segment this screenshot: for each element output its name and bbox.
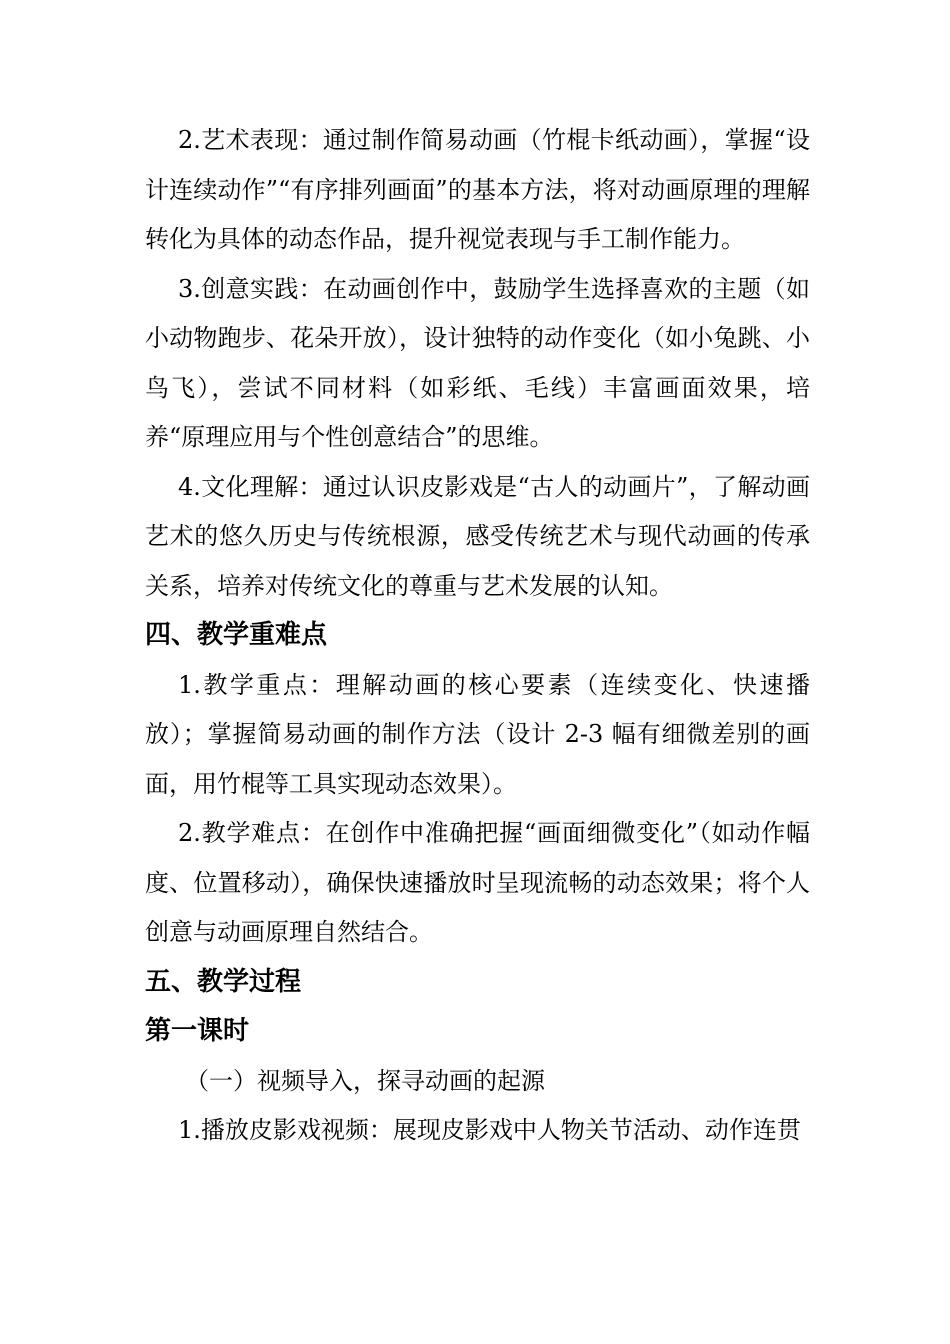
subheading-first-lesson: 第一课时 <box>145 1016 250 1046</box>
paragraph-artistic-expression: 2.艺术表现：通过制作简易动画（竹棍卡纸动画），掌握“设计连续动作”“有序排列画面”的基本方法，将对动画原理的理解转化为具体的动态作品，提升视觉表现与手工制作能力。 <box>145 126 810 253</box>
section-heading-teaching-process: 五、教学过程 <box>145 966 302 997</box>
section-heading-key-points: 四、教学重难点 <box>145 620 328 650</box>
paragraph-shadow-play-video: 1.播放皮影戏视频：展现皮影戏中人物关节活动、动作连贯 <box>178 1116 801 1144</box>
paragraph-video-intro: （一）视频导入，探寻动画的起源 <box>185 1066 545 1095</box>
paragraph-creative-practice: 3.创意实践：在动画创作中，鼓励学生选择喜欢的主题（如小动物跑步、花朵开放），设计独特的动作变化（如小兔跳、小鸟飞），尝试不同材料（如彩纸、毛线）丰富画面效果，培养“原理应用与个性创意结合”的思维。 <box>145 274 810 451</box>
paragraph-cultural-understanding: 4.文化理解：通过认识皮影戏是“古人的动画片”，了解动画艺术的悠久历史与传统根源，感受传统艺术与现代动画的传承关系，培养对传统文化的尊重与艺术发展的认知。 <box>145 472 810 600</box>
paragraph-teaching-difficulty: 2.教学难点：在创作中准确把握“画面细微变化”（如动作幅度、位置移动），确保快速播放时呈现流畅的动态效果；将个人创意与动画原理自然结合。 <box>145 819 810 946</box>
document-body <box>145 116 810 1156</box>
paragraph-teaching-focus: 1.教学重点：理解动画的核心要素（连续变化、快速播放）；掌握简易动画的制作方法（设计 2-3 幅有细微差别的画面，用竹棍等工具实现动态效果）。 <box>145 670 810 798</box>
